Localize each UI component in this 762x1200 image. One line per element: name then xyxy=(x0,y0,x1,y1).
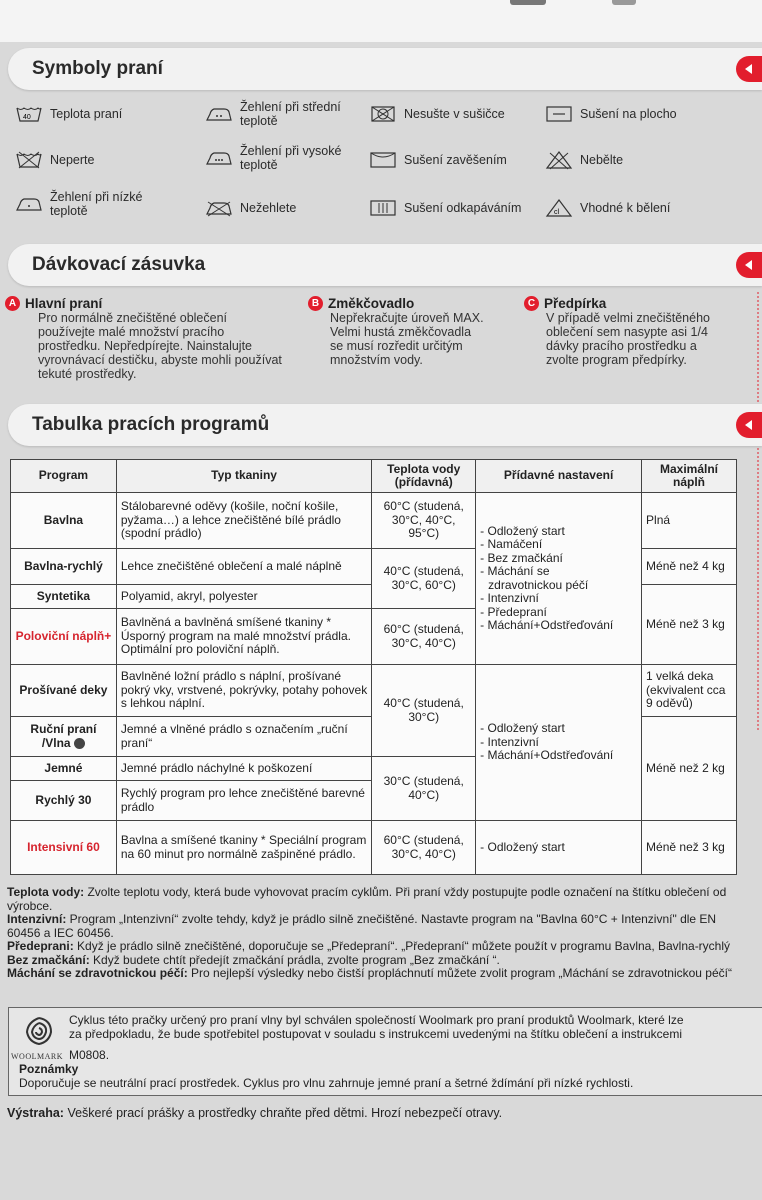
table-row xyxy=(11,665,737,717)
window-tab-indicator xyxy=(510,0,546,5)
symbol-item xyxy=(544,104,677,124)
section-title: Tabulka pracích programů xyxy=(32,414,270,435)
symbol-item xyxy=(14,190,174,218)
symbol-item xyxy=(204,198,296,218)
compartment-text: tekuté prostředky. xyxy=(38,367,137,381)
water-temp: 60°C (studená, 30°C, 40°C) xyxy=(372,609,476,665)
warning-line: Výstraha: Veškeré prací prášky a prostředky chraňte před dětmi. Hrozí nebezpečí otravy. xyxy=(7,1106,503,1120)
window-tab-indicator xyxy=(612,0,636,5)
programs-table xyxy=(10,459,737,875)
column-header: Přídavné nastavení xyxy=(476,460,642,493)
column-header: Maximální náplň xyxy=(642,460,737,493)
line-dry-icon xyxy=(368,150,398,170)
compartment-title: Změkčovadlo xyxy=(328,295,415,311)
compartment-text: Nepřekračujte úroveň MAX. xyxy=(330,311,484,325)
compartment-text: zvolte program předpírky. xyxy=(546,353,687,367)
program-name: Bavlna xyxy=(11,493,117,549)
symbol-label: Žehlení při nízké teplotě xyxy=(50,190,143,218)
fabric-type: Lehce znečištěné oblečení a malé náplně xyxy=(116,549,371,585)
no-wash-icon xyxy=(14,150,44,170)
water-temp: 60°C (studená, 30°C, 40°C) xyxy=(372,821,476,875)
notes-text: Doporučuje se neutrální prací prostředek. Cyklus pro vlnu zahrnuje jemné praní a šetrné ždímání při nízké rychlosti. xyxy=(19,1076,634,1090)
extra-settings: - Odložený start - Intenzivní - Máchání+Odstřeďování xyxy=(476,665,642,821)
table-row xyxy=(11,821,737,875)
symbol-label: Sušení odkapáváním xyxy=(404,201,522,215)
symbol-label: Teplota praní xyxy=(50,107,123,121)
symbol-item xyxy=(14,150,94,170)
svg-text:40: 40 xyxy=(23,114,31,121)
program-name: Poloviční náplň+ xyxy=(11,609,117,665)
section-title: Dávkovací zásuvka xyxy=(32,254,206,275)
section-tab-arrow-icon[interactable] xyxy=(736,412,762,438)
badge-a-icon: A xyxy=(5,296,20,311)
table-row xyxy=(11,493,737,549)
symbol-item xyxy=(544,150,623,170)
red-leader-line xyxy=(755,292,762,732)
top-strip xyxy=(0,0,762,42)
woolmark-code: M0808. xyxy=(69,1048,110,1062)
iron-medium-icon xyxy=(204,104,234,124)
note-line: Intenzivní: Program „Intenzivní“ zvolte tehdy, když je prádlo silně znečištěné. Nastavte program na "Bavlna 60°C + Intenzivní" dle EN xyxy=(7,912,717,926)
program-name: Intensivní 60 xyxy=(11,821,117,875)
fabric-type: Bavlněná a bavlněná smíšené tkaniny * Úsporný program na malé množství prádla. Optimální pro poloviční náplň. xyxy=(116,609,371,665)
no-tumble-dry-icon xyxy=(368,104,398,124)
iron-low-icon xyxy=(14,194,44,214)
column-header: Typ tkaniny xyxy=(116,460,371,493)
no-bleach-icon xyxy=(544,150,574,170)
compartment-title: Předpírka xyxy=(544,295,607,311)
iron-high-icon xyxy=(204,148,234,168)
extra-settings: - Odložený start xyxy=(476,821,642,875)
symbols-grid xyxy=(14,100,754,228)
woolmark-text: Cyklus této pračky určený pro praní vlny byl schválen společností Woolmark pro praní produktů Woolmark, které lze za předpokladu, že bude spotřebitel postupovat v souladu s instrukcemi uvedenými na štítku oblečení a instrukcemi xyxy=(69,1013,684,1041)
compartment-text: se musí rozředit určitým xyxy=(330,339,463,353)
symbol-label: Žehlení při vysoké teplotě xyxy=(240,144,342,172)
compartment-text: vyrovnávací destičku, abyste mohli používat xyxy=(38,353,282,367)
woolmark-box xyxy=(8,1007,762,1096)
fabric-type: Jemné prádlo náchylné k poškození xyxy=(116,757,371,781)
woolmark-wordmark: WOOLMARK xyxy=(11,1052,63,1061)
symbol-label: Neperte xyxy=(50,153,95,167)
section-tab-arrow-icon[interactable] xyxy=(736,56,762,82)
program-name: Bavlna-rychlý xyxy=(11,549,117,585)
water-temp: 40°C (studená, 30°C) xyxy=(372,665,476,757)
column-header: Program xyxy=(11,460,117,493)
section-tab-arrow-icon[interactable] xyxy=(736,252,762,278)
fabric-type: Polyamid, akryl, polyester xyxy=(116,585,371,609)
compartment-text: prostředku. Nepředpírejte. Nainstalujte xyxy=(38,339,253,353)
symbol-item xyxy=(544,198,670,218)
drip-dry-icon xyxy=(368,198,398,218)
compartment-title: Hlavní praní xyxy=(25,295,103,311)
symbol-item xyxy=(204,100,354,128)
fabric-type: Stálobarevné oděvy (košile, noční košile, pyžama…) a lehce znečištěné bílé prádlo (spodní prádlo) xyxy=(116,493,371,549)
program-name: Ruční praní /Vlna xyxy=(11,717,117,757)
table-header-row xyxy=(11,460,737,493)
compartment-text: oblečení sem nasypte asi 1/4 xyxy=(546,325,708,339)
notes-heading: Poznámky xyxy=(19,1062,79,1076)
symbol-item xyxy=(368,198,521,218)
wool-ball-icon xyxy=(74,738,85,749)
symbol-label: Nežehlete xyxy=(240,201,297,215)
symbol-item xyxy=(368,150,507,170)
dosing-compartment-c xyxy=(524,296,754,367)
compartment-text: Pro normálně znečištěné oblečení xyxy=(38,311,228,325)
section-header-symbols xyxy=(8,48,762,90)
note-line: 60456 a IEC 60456. xyxy=(7,925,114,940)
max-load: Méně než 2 kg xyxy=(642,717,737,821)
section-header-programs xyxy=(8,404,762,446)
dry-flat-icon xyxy=(544,104,574,124)
max-load: Méně než 3 kg xyxy=(642,585,737,665)
dosing-compartment-a xyxy=(5,296,305,381)
extra-settings: - Odložený start - Namáčení - Bez zmačkání - Máchání se zdravotnickou péčí - Intenzivní - Předepraní - Máchání+Odstřeďování xyxy=(476,493,642,665)
section-header-dosing xyxy=(8,244,762,286)
program-name: Rychlý 30 xyxy=(11,781,117,821)
water-temp: 60°C (studená, 30°C, 40°C, 95°C) xyxy=(372,493,476,549)
fabric-type: Bavlněné ložní prádlo s náplní, prošívané pokrý vky, vrstvené, pokrývky, potahy pohovek s lehkou náplní. xyxy=(116,665,371,717)
compartment-text: používejte malé množství pracího xyxy=(38,325,225,339)
max-load: Plná xyxy=(642,493,737,549)
symbol-label: Nesušte v sušičce xyxy=(404,107,505,121)
symbol-label: Sušení na plocho xyxy=(580,107,677,121)
woolmark-logo-icon xyxy=(19,1014,59,1048)
symbol-item xyxy=(204,144,354,172)
compartment-text: množstvím vody. xyxy=(330,353,423,367)
note-line: Bez zmačkání: Když budete chtít předejít zmačkání prádla, zvolte program „Bez zmačkání “. xyxy=(7,952,500,967)
tub-40-icon xyxy=(14,104,44,124)
symbol-item xyxy=(14,104,122,124)
max-load: 1 velká deka (ekvivalent cca 9 oděvů) xyxy=(642,665,737,717)
badge-c-icon: C xyxy=(524,296,539,311)
column-header: Teplota vody (přídavná) xyxy=(372,460,476,493)
note-line: Teplota vody: Zvolte teplotu vody, která bude vyhovovat pracím cyklům. Při praní vždy postupujte podle označení na štítku oblečení od xyxy=(7,885,727,899)
program-name: Jemné xyxy=(11,757,117,781)
note-line: Máchání se zdravotnickou péčí: Pro nejlepší výsledky nebo čistší propláchnutí můžete zvolit program „Máchání se zdravotnickou péčí“ xyxy=(7,966,732,980)
fabric-type: Jemné a vlněné prádlo s označením „ruční praní“ xyxy=(116,717,371,757)
note-line: výrobce. xyxy=(7,898,53,913)
program-name: Syntetika xyxy=(11,585,117,609)
fabric-type: Rychlý program pro lehce znečištěné barevné prádlo xyxy=(116,781,371,821)
water-temp: 40°C (studená, 30°C, 60°C) xyxy=(372,549,476,609)
symbol-item xyxy=(368,104,505,124)
no-iron-icon xyxy=(204,198,234,218)
note-line: Předeprani: Když je prádlo silně znečištěné, doporučuje se „Předepraní“. „Předepraní“ můžete použít v programu Bavlna, Bavlna-rychlý xyxy=(7,939,731,953)
notes-block xyxy=(7,886,762,981)
symbol-label: Žehlení při střední teplotě xyxy=(240,100,341,128)
svg-text:cl: cl xyxy=(554,209,560,216)
section-title: Symboly praní xyxy=(32,58,163,79)
max-load: Méně než 3 kg xyxy=(642,821,737,875)
program-name: Prošívané deky xyxy=(11,665,117,717)
compartment-text: Velmi hustá změkčovadla xyxy=(330,325,472,339)
badge-b-icon: B xyxy=(308,296,323,311)
compartment-text: dávky pracího prostředku a xyxy=(546,339,697,353)
max-load: Méně než 4 kg xyxy=(642,549,737,585)
symbol-label: Nebělte xyxy=(580,153,624,167)
compartment-text: V případě velmi znečištěného xyxy=(546,311,710,325)
bleach-ok-icon xyxy=(544,198,574,218)
symbol-label: Sušení zavěšením xyxy=(404,153,507,167)
water-temp: 30°C (studená, 40°C) xyxy=(372,757,476,821)
dosing-compartment-b xyxy=(308,296,518,367)
symbol-label: Vhodné k bělení xyxy=(580,201,671,215)
fabric-type: Bavlna a smíšené tkaniny * Speciální program na 60 minut pro normálně zašpiněné prádlo. xyxy=(116,821,371,875)
